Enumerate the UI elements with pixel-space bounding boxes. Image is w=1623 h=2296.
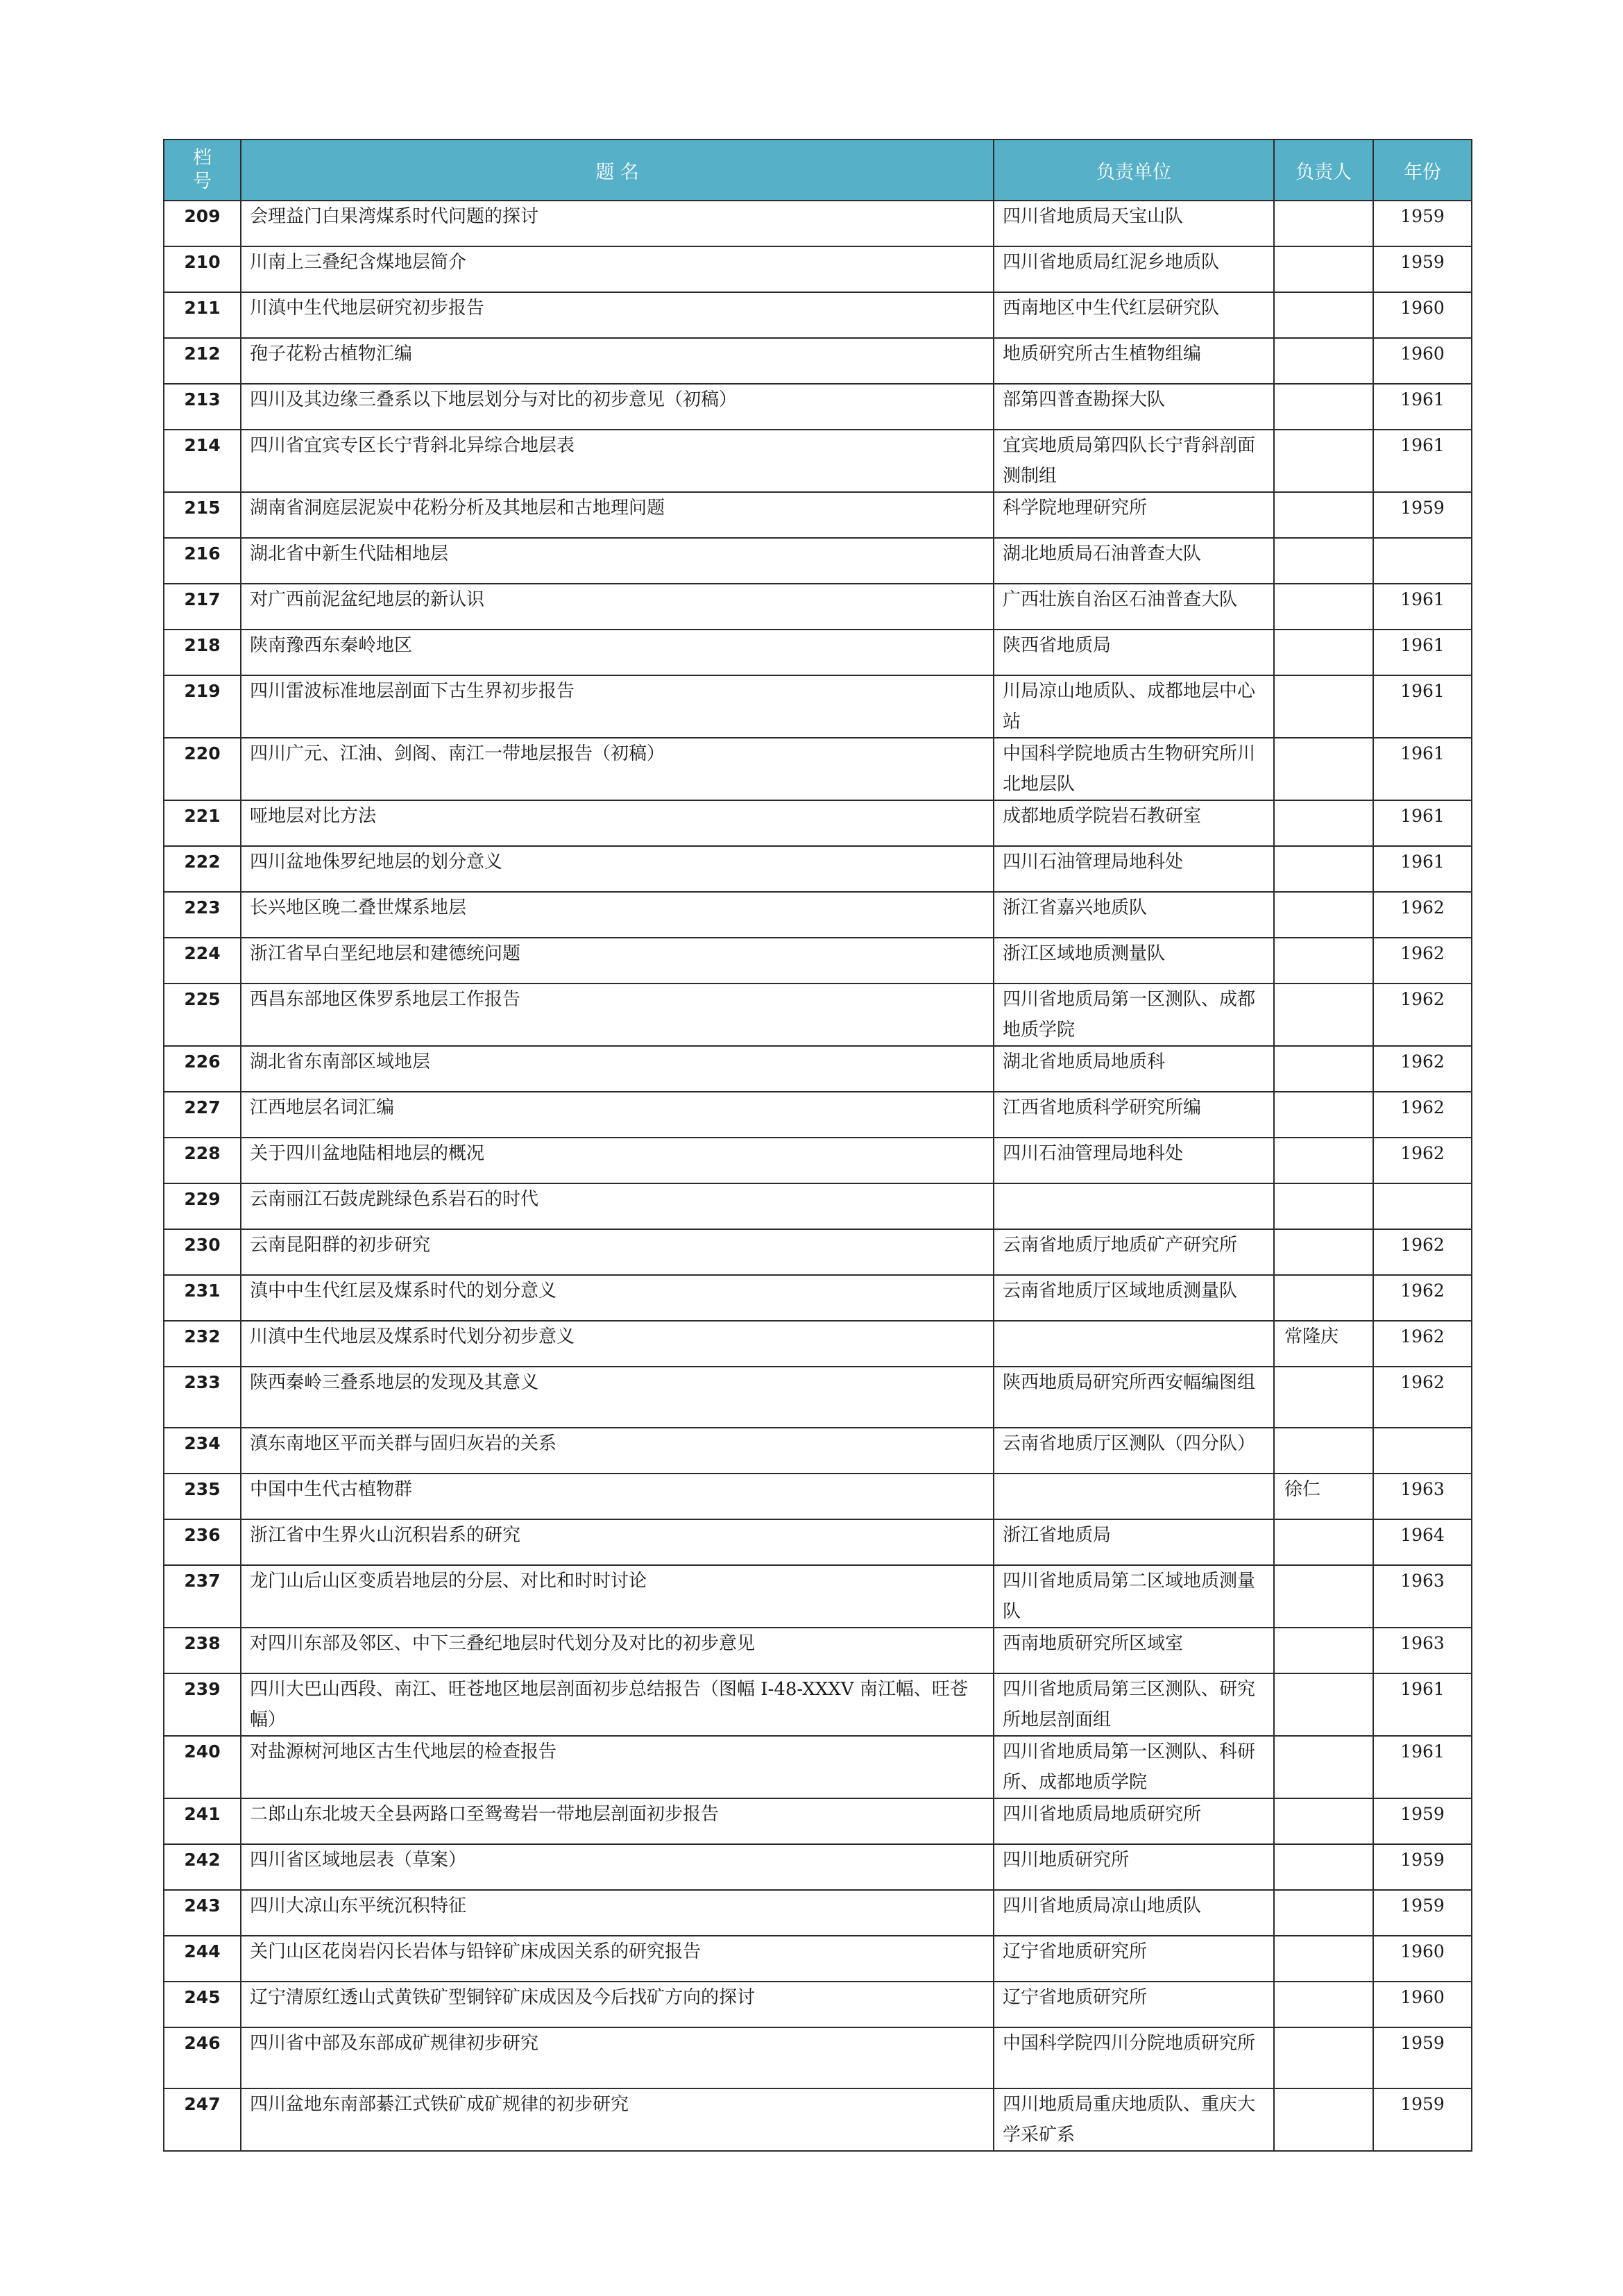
year-cell: 1960: [1373, 292, 1472, 338]
unit-cell: 浙江省嘉兴地质队: [994, 892, 1274, 938]
year-cell: [1373, 1183, 1472, 1229]
person-cell: [1274, 846, 1373, 892]
person-cell: [1274, 246, 1373, 292]
year-cell: 1959: [1373, 492, 1472, 538]
table-row: [164, 292, 1472, 338]
table-row: [164, 2088, 1472, 2151]
year-cell: 1959: [1373, 201, 1472, 246]
unit-cell: 成都地质学院岩石教研室: [994, 800, 1274, 846]
year-cell: 1961: [1373, 584, 1472, 630]
title-cell: 川南上三叠纪含煤地层简介: [241, 246, 994, 292]
person-cell: [1274, 1844, 1373, 1890]
year-cell: 1960: [1373, 1982, 1472, 2027]
file-number-cell: 214: [164, 430, 241, 492]
person-cell: [1274, 1890, 1373, 1936]
person-cell: [1274, 292, 1373, 338]
table-row: [164, 338, 1472, 384]
table-row: [164, 1428, 1472, 1474]
file-number-cell: 226: [164, 1046, 241, 1092]
title-cell: 四川大凉山东平统沉积特征: [241, 1890, 994, 1936]
title-cell: 湖北省中新生代陆相地层: [241, 538, 994, 584]
table-row: [164, 1474, 1472, 1519]
file-number-cell: 216: [164, 538, 241, 584]
table-row: [164, 1844, 1472, 1890]
person-cell: [1274, 338, 1373, 384]
unit-cell: 川局凉山地质队、成都地层中心站: [994, 675, 1274, 738]
table-row: [164, 538, 1472, 584]
person-cell: [1274, 492, 1373, 538]
file-number-cell: 243: [164, 1890, 241, 1936]
title-cell: 对盐源树河地区古生代地层的检查报告: [241, 1736, 994, 1798]
file-number-cell: 210: [164, 246, 241, 292]
title-cell: 对四川东部及邻区、中下三叠纪地层时代划分及对比的初步意见: [241, 1628, 994, 1673]
table-row: [164, 1229, 1472, 1275]
year-cell: 1960: [1373, 338, 1472, 384]
file-number-cell: 224: [164, 938, 241, 984]
title-cell: 孢子花粉古植物汇编: [241, 338, 994, 384]
person-cell: [1274, 2027, 1373, 2088]
table-row: [164, 1519, 1472, 1565]
table-row: [164, 1367, 1472, 1428]
person-cell: [1274, 1367, 1373, 1428]
year-cell: 1960: [1373, 1936, 1472, 1982]
title-cell: 滇中中生代红层及煤系时代的划分意义: [241, 1275, 994, 1321]
file-number-cell: 242: [164, 1844, 241, 1890]
table-row: [164, 1673, 1472, 1736]
year-cell: 1961: [1373, 738, 1472, 800]
title-cell: 关门山区花岗岩闪长岩体与铅锌矿床成因关系的研究报告: [241, 1936, 994, 1982]
title-cell: 会理益门白果湾煤系时代问题的探讨: [241, 201, 994, 246]
unit-cell: 四川省地质局天宝山队: [994, 201, 1274, 246]
person-cell: [1274, 584, 1373, 630]
person-cell: [1274, 384, 1373, 430]
file-number-cell: 234: [164, 1428, 241, 1474]
year-cell: 1961: [1373, 1736, 1472, 1798]
unit-cell: 四川省地质局第一区测队、成都地质学院: [994, 984, 1274, 1046]
person-cell: [1274, 1519, 1373, 1565]
file-number-cell: 211: [164, 292, 241, 338]
person-cell: [1274, 800, 1373, 846]
unit-cell: 中国科学院地质古生物研究所川北地层队: [994, 738, 1274, 800]
unit-cell: 四川地质局重庆地质队、重庆大学采矿系: [994, 2088, 1274, 2151]
table-row: [164, 800, 1472, 846]
file-number-cell: 240: [164, 1736, 241, 1798]
person-cell: [1274, 630, 1373, 675]
person-cell: [1274, 1982, 1373, 2027]
file-number-cell: 212: [164, 338, 241, 384]
file-number-cell: 215: [164, 492, 241, 538]
person-cell: [1274, 1936, 1373, 1982]
title-cell: 龙门山后山区变质岩地层的分层、对比和时时讨论: [241, 1565, 994, 1628]
table-row: [164, 1982, 1472, 2027]
table-header-row: [164, 140, 1472, 201]
file-number-cell: 225: [164, 984, 241, 1046]
column-header-person: 负责人: [1274, 140, 1373, 201]
table-row: [164, 892, 1472, 938]
file-number-cell: 217: [164, 584, 241, 630]
person-cell: [1274, 1275, 1373, 1321]
table-row: [164, 738, 1472, 800]
table-row: [164, 938, 1472, 984]
year-cell: 1962: [1373, 1367, 1472, 1428]
file-number-cell: 220: [164, 738, 241, 800]
title-cell: 川滇中生代地层及煤系时代划分初步意义: [241, 1321, 994, 1367]
table-row: [164, 1798, 1472, 1844]
person-cell: [1274, 201, 1373, 246]
archive-catalog: [163, 139, 1471, 2152]
file-number-cell: 227: [164, 1092, 241, 1138]
unit-cell: 四川省地质局第二区域地质测量队: [994, 1565, 1274, 1628]
person-cell: [1274, 1138, 1373, 1183]
file-number-cell: 235: [164, 1474, 241, 1519]
title-cell: 陕南豫西东秦岭地区: [241, 630, 994, 675]
year-cell: 1959: [1373, 1798, 1472, 1844]
person-cell: [1274, 1428, 1373, 1474]
unit-cell: 四川省地质局红泥乡地质队: [994, 246, 1274, 292]
year-cell: 1962: [1373, 984, 1472, 1046]
year-cell: 1959: [1373, 1890, 1472, 1936]
unit-cell: 宜宾地质局第四队长宁背斜剖面测制组: [994, 430, 1274, 492]
year-cell: 1959: [1373, 2027, 1472, 2088]
unit-cell: 四川省地质局第一区测队、科研所、成都地质学院: [994, 1736, 1274, 1798]
title-cell: 四川雷波标准地层剖面下古生界初步报告: [241, 675, 994, 738]
title-cell: 云南丽江石鼓虎跳绿色系岩石的时代: [241, 1183, 994, 1229]
file-number-cell: 233: [164, 1367, 241, 1428]
file-number-cell: 247: [164, 2088, 241, 2151]
title-cell: 四川盆地东南部綦江式铁矿成矿规律的初步研究: [241, 2088, 994, 2151]
title-cell: 辽宁清原红透山式黄铁矿型铜锌矿床成因及今后找矿方向的探讨: [241, 1982, 994, 2027]
title-cell: 浙江省中生界火山沉积岩系的研究: [241, 1519, 994, 1565]
year-cell: 1963: [1373, 1565, 1472, 1628]
unit-cell: 云南省地质厅区测队（四分队）: [994, 1428, 1274, 1474]
unit-cell: 四川石油管理局地科处: [994, 846, 1274, 892]
table-row: [164, 1138, 1472, 1183]
unit-cell: 西南地质研究所区域室: [994, 1628, 1274, 1673]
year-cell: 1961: [1373, 384, 1472, 430]
person-cell: [1274, 892, 1373, 938]
person-cell: [1274, 1046, 1373, 1092]
unit-cell: 四川地质研究所: [994, 1844, 1274, 1890]
year-cell: 1962: [1373, 1092, 1472, 1138]
unit-cell: 四川省地质局凉山地质队: [994, 1890, 1274, 1936]
year-cell: 1961: [1373, 846, 1472, 892]
person-cell: [1274, 738, 1373, 800]
column-header-file-number: [164, 140, 241, 201]
year-cell: 1961: [1373, 430, 1472, 492]
file-number-cell: 228: [164, 1138, 241, 1183]
table-body: [164, 201, 1472, 2151]
table-row: [164, 584, 1472, 630]
title-cell: 四川广元、江油、剑阁、南江一带地层报告（初稿）: [241, 738, 994, 800]
unit-cell: 江西省地质科学研究所编: [994, 1092, 1274, 1138]
unit-cell: 辽宁省地质研究所: [994, 1982, 1274, 2027]
table-row: [164, 246, 1472, 292]
unit-cell: 部第四普查勘探大队: [994, 384, 1274, 430]
unit-cell: [994, 1474, 1274, 1519]
person-cell: [1274, 2088, 1373, 2151]
year-cell: 1959: [1373, 246, 1472, 292]
title-cell: 四川省区域地层表（草案）: [241, 1844, 994, 1890]
unit-cell: 云南省地质厅区域地质测量队: [994, 1275, 1274, 1321]
title-cell: 中国中生代古植物群: [241, 1474, 994, 1519]
file-number-cell: 221: [164, 800, 241, 846]
year-cell: 1962: [1373, 1229, 1472, 1275]
table-row: [164, 1565, 1472, 1628]
file-number-cell: 237: [164, 1565, 241, 1628]
file-number-header-char: 号: [193, 171, 212, 192]
person-cell: [1274, 1565, 1373, 1628]
person-cell: [1274, 1229, 1373, 1275]
unit-cell: 中国科学院四川分院地质研究所: [994, 2027, 1274, 2088]
title-cell: 江西地层名词汇编: [241, 1092, 994, 1138]
unit-cell: 四川石油管理局地科处: [994, 1138, 1274, 1183]
person-cell: [1274, 1183, 1373, 1229]
person-cell: [1274, 1673, 1373, 1736]
table-row: [164, 1046, 1472, 1092]
unit-cell: 四川省地质局第三区测队、研究所地层剖面组: [994, 1673, 1274, 1736]
title-cell: 湖南省洞庭层泥炭中花粉分析及其地层和古地理问题: [241, 492, 994, 538]
column-header-unit: 负责单位: [994, 140, 1274, 201]
unit-cell: 陕西地质局研究所西安幅编图组: [994, 1367, 1274, 1428]
year-cell: 1964: [1373, 1519, 1472, 1565]
table-row: [164, 492, 1472, 538]
column-header-title: 题 名: [241, 140, 994, 201]
archive-table: [163, 139, 1472, 2152]
person-cell: [1274, 1798, 1373, 1844]
unit-cell: 湖北省地质局地质科: [994, 1046, 1274, 1092]
unit-cell: 陕西省地质局: [994, 630, 1274, 675]
column-header-year: 年份: [1373, 140, 1472, 201]
year-cell: 1961: [1373, 1673, 1472, 1736]
year-cell: [1373, 538, 1472, 584]
unit-cell: 湖北地质局石油普查大队: [994, 538, 1274, 584]
file-number-cell: 246: [164, 2027, 241, 2088]
unit-cell: 浙江省地质局: [994, 1519, 1274, 1565]
table-row: [164, 1092, 1472, 1138]
title-cell: 陕西秦岭三叠系地层的发现及其意义: [241, 1367, 994, 1428]
title-cell: 川滇中生代地层研究初步报告: [241, 292, 994, 338]
table-row: [164, 384, 1472, 430]
year-cell: 1961: [1373, 800, 1472, 846]
title-cell: 四川盆地侏罗纪地层的划分意义: [241, 846, 994, 892]
file-number-cell: 223: [164, 892, 241, 938]
person-cell: [1274, 1628, 1373, 1673]
year-cell: 1963: [1373, 1628, 1472, 1673]
table-row: [164, 984, 1472, 1046]
table-row: [164, 1890, 1472, 1936]
file-number-cell: 213: [164, 384, 241, 430]
unit-cell: 浙江区域地质测量队: [994, 938, 1274, 984]
file-number-cell: 245: [164, 1982, 241, 2027]
title-cell: 湖北省东南部区域地层: [241, 1046, 994, 1092]
title-cell: 长兴地区晚二叠世煤系地层: [241, 892, 994, 938]
person-cell: [1274, 1736, 1373, 1798]
table-row: [164, 1275, 1472, 1321]
title-cell: 哑地层对比方法: [241, 800, 994, 846]
person-cell: 徐仁: [1274, 1474, 1373, 1519]
file-number-header-char: 档: [193, 147, 212, 169]
file-number-cell: 244: [164, 1936, 241, 1982]
file-number-cell: 222: [164, 846, 241, 892]
table-row: [164, 630, 1472, 675]
file-number-cell: 236: [164, 1519, 241, 1565]
unit-cell: [994, 1183, 1274, 1229]
year-cell: 1962: [1373, 1046, 1472, 1092]
year-cell: 1962: [1373, 1275, 1472, 1321]
title-cell: 对广西前泥盆纪地层的新认识: [241, 584, 994, 630]
year-cell: 1959: [1373, 1844, 1472, 1890]
person-cell: [1274, 538, 1373, 584]
person-cell: [1274, 675, 1373, 738]
title-cell: 滇东南地区平而关群与固归灰岩的关系: [241, 1428, 994, 1474]
title-cell: 西昌东部地区侏罗系地层工作报告: [241, 984, 994, 1046]
title-cell: 四川大巴山西段、南江、旺苍地区地层剖面初步总结报告（图幅 I-48-XXXV 南江幅、旺苍幅）: [241, 1673, 994, 1736]
unit-cell: 科学院地理研究所: [994, 492, 1274, 538]
table-row: [164, 430, 1472, 492]
table-row: [164, 1321, 1472, 1367]
file-number-cell: 209: [164, 201, 241, 246]
title-cell: 二郎山东北坡天全县两路口至鸳鸯岩一带地层剖面初步报告: [241, 1798, 994, 1844]
title-cell: 四川省宜宾专区长宁背斜北异综合地层表: [241, 430, 994, 492]
file-number-cell: 232: [164, 1321, 241, 1367]
unit-cell: 地质研究所古生植物组编: [994, 338, 1274, 384]
table-row: [164, 1183, 1472, 1229]
file-number-cell: 229: [164, 1183, 241, 1229]
title-cell: 关于四川盆地陆相地层的概况: [241, 1138, 994, 1183]
unit-cell: 云南省地质厅地质矿产研究所: [994, 1229, 1274, 1275]
title-cell: 四川及其边缘三叠系以下地层划分与对比的初步意见（初稿）: [241, 384, 994, 430]
person-cell: [1274, 938, 1373, 984]
file-number-cell: 218: [164, 630, 241, 675]
person-cell: 常隆庆: [1274, 1321, 1373, 1367]
year-cell: 1962: [1373, 1321, 1472, 1367]
title-cell: 浙江省早白垩纪地层和建德统问题: [241, 938, 994, 984]
person-cell: [1274, 984, 1373, 1046]
file-number-cell: 219: [164, 675, 241, 738]
table-row: [164, 2027, 1472, 2088]
year-cell: 1961: [1373, 630, 1472, 675]
year-cell: 1962: [1373, 938, 1472, 984]
file-number-cell: 239: [164, 1673, 241, 1736]
year-cell: 1961: [1373, 675, 1472, 738]
year-cell: 1962: [1373, 892, 1472, 938]
unit-cell: 四川省地质局地质研究所: [994, 1798, 1274, 1844]
unit-cell: 西南地区中生代红层研究队: [994, 292, 1274, 338]
year-cell: 1962: [1373, 1138, 1472, 1183]
person-cell: [1274, 430, 1373, 492]
file-number-cell: 231: [164, 1275, 241, 1321]
year-cell: 1963: [1373, 1474, 1472, 1519]
file-number-cell: 241: [164, 1798, 241, 1844]
table-row: [164, 675, 1472, 738]
year-cell: [1373, 1428, 1472, 1474]
file-number-cell: 230: [164, 1229, 241, 1275]
table-row: [164, 201, 1472, 246]
unit-cell: 辽宁省地质研究所: [994, 1936, 1274, 1982]
title-cell: 四川省中部及东部成矿规律初步研究: [241, 2027, 994, 2088]
person-cell: [1274, 1092, 1373, 1138]
table-row: [164, 1628, 1472, 1673]
table-row: [164, 1736, 1472, 1798]
title-cell: 云南昆阳群的初步研究: [241, 1229, 994, 1275]
unit-cell: 广西壮族自治区石油普查大队: [994, 584, 1274, 630]
file-number-cell: 238: [164, 1628, 241, 1673]
table-row: [164, 1936, 1472, 1982]
table-row: [164, 846, 1472, 892]
year-cell: 1959: [1373, 2088, 1472, 2151]
unit-cell: [994, 1321, 1274, 1367]
